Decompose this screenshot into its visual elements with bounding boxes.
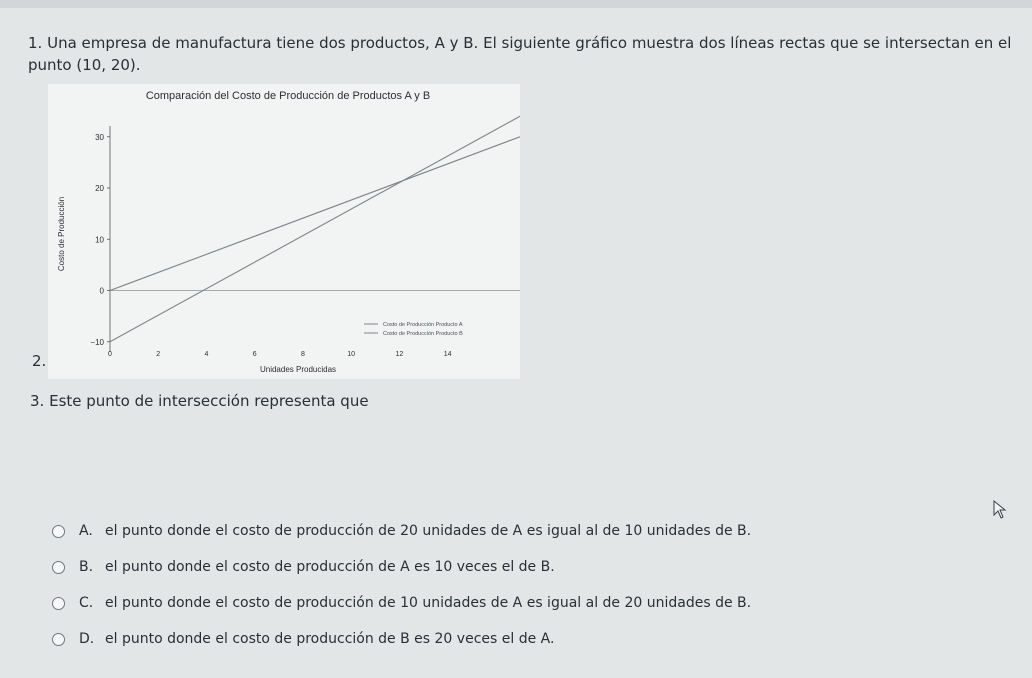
question-1-number: 1. xyxy=(28,34,43,52)
series-line-b xyxy=(110,137,520,291)
x-tick-label: 4 xyxy=(204,351,209,358)
x-axis-label: Unidades Producidas xyxy=(259,365,337,374)
option-text: el punto donde el costo de producción de 10 unidades de A es igual al de 20 unidades de B. xyxy=(105,595,752,611)
question-3 xyxy=(30,392,369,410)
series-line-a xyxy=(110,116,520,342)
question-1 xyxy=(28,32,1028,76)
answer-options xyxy=(52,513,751,657)
option-letter: A. xyxy=(79,523,93,539)
y-tick-label: 10 xyxy=(95,235,104,245)
radio-icon[interactable] xyxy=(52,597,65,610)
y-axis-label: Costo de Producción xyxy=(57,196,66,272)
radio-icon[interactable] xyxy=(52,561,65,574)
option-text: el punto donde el costo de producción de B es 20 veces el de A. xyxy=(105,631,555,647)
option-b[interactable] xyxy=(52,549,751,585)
mouse-cursor-icon xyxy=(993,500,1009,520)
chart-svg xyxy=(48,84,520,379)
option-letter: D. xyxy=(79,631,95,647)
y-tick-label: 20 xyxy=(95,184,104,193)
y-tick-label: 30 xyxy=(95,132,104,142)
question-1-text: Una empresa de manufactura tiene dos productos, A y B. El siguiente gráfico muestra dos líneas rectas que se intersectan en el punto (10, 20). xyxy=(28,34,1012,74)
option-d[interactable] xyxy=(52,621,751,657)
radio-icon[interactable] xyxy=(52,633,65,646)
x-tick-label: 12 xyxy=(395,351,404,358)
x-tick-label: 2 xyxy=(156,351,161,358)
option-a[interactable] xyxy=(52,513,751,549)
option-letter: B. xyxy=(79,559,94,575)
option-c[interactable] xyxy=(52,585,751,621)
x-tick-label: 0 xyxy=(108,351,112,358)
x-tick-label: 6 xyxy=(252,351,257,358)
chart-title: Comparación del Costo de Producción de Productos A y B xyxy=(145,90,431,102)
radio-icon[interactable] xyxy=(52,525,65,538)
x-tick-label: 14 xyxy=(443,351,452,358)
question-3-number: 3. xyxy=(30,392,45,410)
option-letter: C. xyxy=(79,595,94,611)
y-tick-label: 0 xyxy=(99,286,104,296)
question-3-text: Este punto de intersección representa que xyxy=(49,392,369,410)
option-text: el punto donde el costo de producción de 20 unidades de A es igual al de 10 unidades de B. xyxy=(105,523,752,539)
question-2-number: 2. xyxy=(32,352,47,370)
x-tick-label: 8 xyxy=(300,351,305,358)
cost-comparison-chart xyxy=(48,84,520,379)
legend-label: Costo de Producción Producto B xyxy=(383,331,463,337)
option-text: el punto donde el costo de producción de A es 10 veces el de B. xyxy=(105,559,555,575)
y-tick-label: −10 xyxy=(90,337,104,347)
legend-label: Costo de Producción Producto A xyxy=(383,322,463,328)
top-bar xyxy=(0,0,1032,8)
x-tick-label: 10 xyxy=(347,351,356,358)
